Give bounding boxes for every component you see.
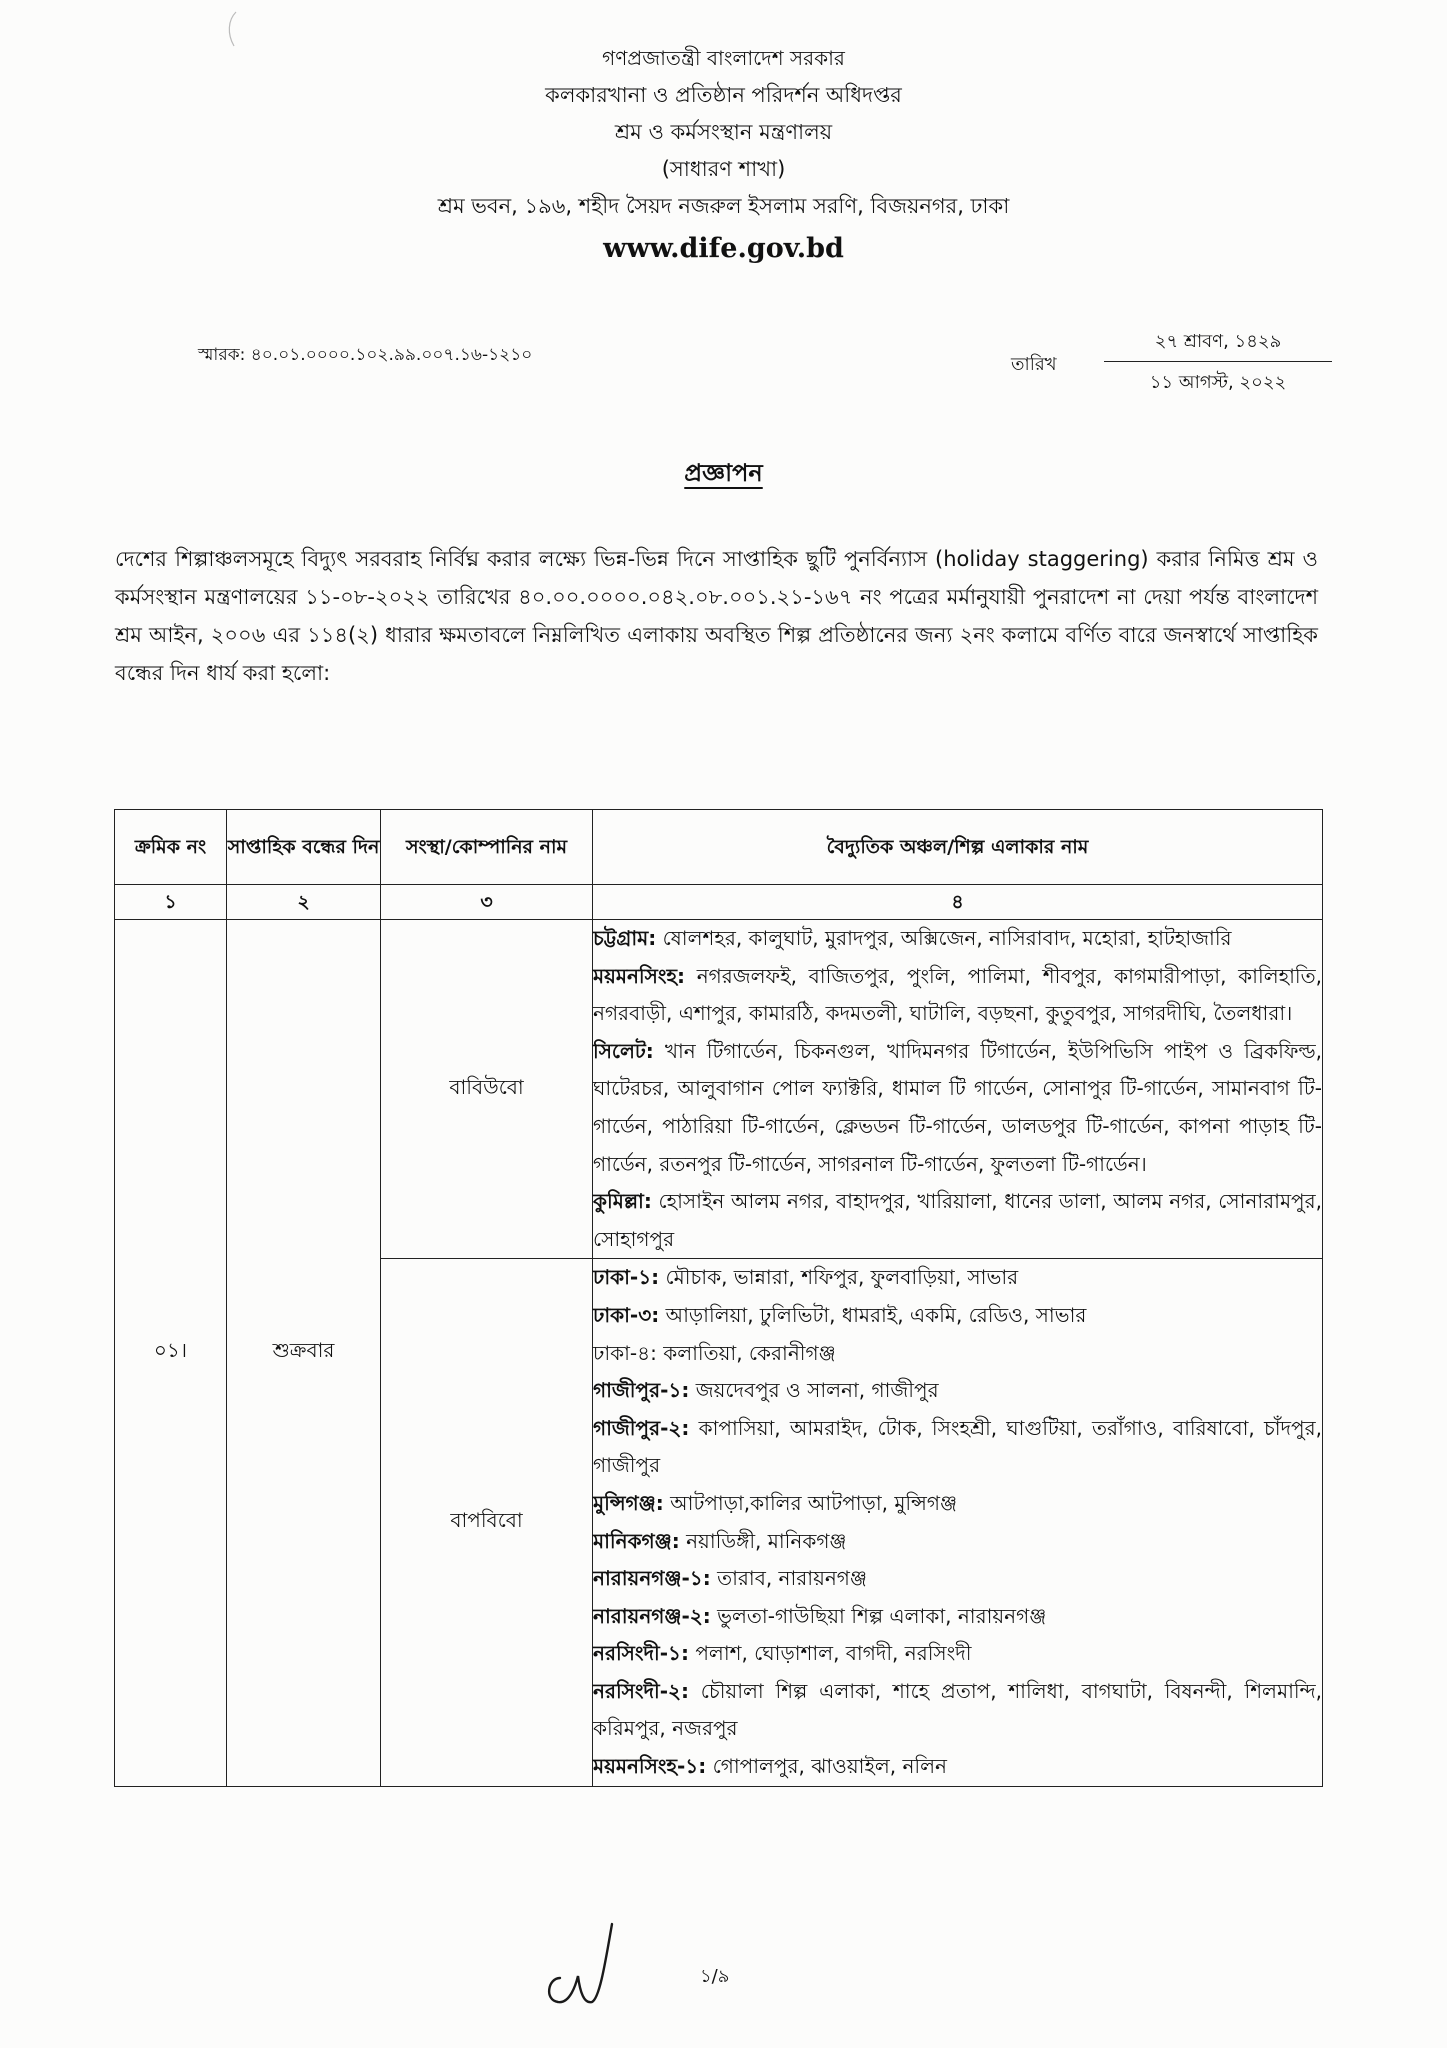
area-entry <box>593 1560 1322 1598</box>
column-number-row <box>115 885 1323 920</box>
area-region: সিলেট: <box>593 1038 654 1063</box>
header-day: সাপ্তাহিক বন্ধের দিন <box>227 810 381 885</box>
area-region: গাজীপুর-১: <box>593 1378 690 1403</box>
header-serial: ক্রমিক নং <box>115 810 227 885</box>
date-gregorian: ১১ আগস্ট, ২০২২ <box>1149 372 1287 393</box>
office-address: শ্রম ভবন, ১৯৬, শহীদ সৈয়দ নজরুল ইসলাম সরণি, বিজয়নগর, ঢাকা <box>437 194 1010 218</box>
area-places: কাপাসিয়া, আমরাইদ, টোক, সিংহশ্রী, ঘাগুটিয়া, তরাঁগাও, বারিষাবো, চাঁদপুর, গাজীপুর <box>593 1415 1322 1478</box>
ministry-name: শ্রম ও কর্মসংস্থান মন্ত্রণালয় <box>614 120 833 144</box>
column-number: ৪ <box>593 885 1323 920</box>
memo-label: স্মারক: <box>198 345 246 365</box>
signature-mark <box>530 1918 650 2008</box>
area-entry <box>593 1635 1322 1673</box>
area-region: ঢাকা-৩: <box>593 1302 660 1327</box>
area-region: নরসিংদী-১: <box>593 1641 689 1666</box>
area-places: নয়াডিঙ্গী, মানিকগঞ্জ <box>679 1528 847 1553</box>
company-cell: বাপবিবো <box>381 1259 593 1786</box>
area-region: কুমিল্লা: <box>593 1189 652 1214</box>
area-region: ঢাকা-১: <box>593 1265 660 1290</box>
document-title: প্রজ্ঞাপন <box>684 459 763 487</box>
area-region: মুন্সিগঞ্জ: <box>593 1490 664 1515</box>
holiday-table <box>114 809 1323 1787</box>
area-region: নারায়নগঞ্জ-১: <box>593 1566 711 1591</box>
column-number: ১ <box>115 885 227 920</box>
area-entry <box>593 1335 1322 1373</box>
page-number: ১/৯ <box>700 1966 730 1987</box>
area-region: নরসিংদী-২: <box>593 1678 690 1703</box>
area-entry <box>593 958 1322 1033</box>
government-name: গণপ্রজাতন্ত্রী বাংলাদেশ সরকার <box>602 46 845 70</box>
area-places: আড়ালিয়া, ঢুলিভিটা, ধামরাই, একমি, রেডিও, সাভার <box>659 1302 1087 1327</box>
website-link[interactable]: www.dife.gov.bd <box>603 233 844 264</box>
area-entry <box>593 1523 1322 1561</box>
area-places: জয়দেবপুর ও সালনা, গাজীপুর <box>689 1378 939 1403</box>
area-places: খান টিগার্ডেন, চিকনগুল, খাদিমনগর টিগার্ডেন, ইউপিভিসি পাইপ ও ব্রিকফিল্ড, ঘাটেরচর, আলুবাগান পোল ফ্যাক্টরি, ধামাল টি গার্ডেন, সোনাপুর টি-গার্ডেন, সামানবাগ টি-গার্ডেন, পাঠারিয়া টি-গার্ডেন, ক্লেভডন টি-গার্ডেন, ডালডপুর টি-গার্ডেন, কাপনা পাড়াহ টি-গার্ডেন, রতনপুর টি-গার্ডেন, সাগরনাল টি-গার্ডেন, ফুলতলা টি-গার্ডেন। <box>593 1038 1322 1176</box>
area-entry <box>593 1485 1322 1523</box>
header-company: সংস্থা/কোম্পানির নাম <box>381 810 593 885</box>
notice-body: দেশের শিল্পাঞ্চলসমূহে বিদ্যুৎ সরবরাহ নির্বিঘ্ন করার লক্ষ্যে ভিন্ন-ভিন্ন দিনে সাপ্তাহিক ছুটি পুনর্বিন্যাস (holiday staggering) করার নিমিত্ত শ্রম ও কর্মসংস্থান মন্ত্রণালয়ের ১১-০৮-২০২২ তারিখের ৪০.০০.০০০০.০৪২.০৮.০০১.২১-১৬৭ নং পত্রের মর্মানুযায়ী পুনরাদেশ না দেয়া পর্যন্ত বাংলাদেশ শ্রম আইন, ২০০৬ এর ১১৪(২) ধারার ক্ষমতাবলে নিম্নলিখিত এলাকায় অবস্থিত শিল্প প্রতিষ্ঠানের জন্য ২নং কলামে বর্ণিত বারে জনস্বার্থে সাপ্তাহিক বন্ধের দিন ধার্য করা হলো: <box>115 547 1318 685</box>
area-region: নারায়নগঞ্জ-২: <box>593 1603 711 1628</box>
area-entry <box>593 920 1322 958</box>
area-places: ঢাকা-৪: কলাতিয়া, কেরানীগঞ্জ <box>593 1340 836 1365</box>
area-region: গাজীপুর-২: <box>593 1415 690 1440</box>
area-region: ময়মনসিংহ: <box>593 963 685 988</box>
letterhead <box>0 40 1447 271</box>
area-entry <box>593 1598 1322 1636</box>
area-entry <box>593 1297 1322 1335</box>
area-entry <box>593 1673 1322 1748</box>
area-entry <box>593 1748 1322 1786</box>
area-entry <box>593 1259 1322 1297</box>
area-entry <box>593 1033 1322 1183</box>
area-places: ভুলতা-গাউছিয়া শিল্প এলাকা, নারায়নগঞ্জ <box>710 1603 1047 1628</box>
area-cell <box>593 1259 1323 1786</box>
area-places: হোসাইন আলম নগর, বাহাদপুর, খারিয়ালা, ধানের ডালা, আলম নগর, সোনারামপুর, সোহাগপুর <box>593 1189 1322 1251</box>
area-places: গোপালপুর, ঝাওয়াইল, নলিন <box>706 1754 947 1779</box>
column-number: ৩ <box>381 885 593 920</box>
department-name: কলকারখানা ও প্রতিষ্ঠান পরিদর্শন অধিদপ্তর <box>545 83 902 107</box>
area-places: আটপাড়া,কালির আটপাড়া, মুন্সিগঞ্জ <box>663 1490 958 1515</box>
area-places: তারাব, নারায়নগঞ্জ <box>710 1566 867 1591</box>
area-region: চট্টগ্রাম: <box>593 926 657 950</box>
memo-number: ৪০.০১.০০০০.১০২.৯৯.০০৭.১৬-১২১০ <box>250 345 533 365</box>
area-places: ষোলশহর, কালুঘাট, মুরাদপুর, অক্সিজেন, নাসিরাবাদ, মহোরা, হাটহাজারি <box>656 926 1232 950</box>
area-entry <box>593 1410 1322 1485</box>
area-cell <box>593 920 1323 1259</box>
header-area: বৈদ্যুতিক অঞ্চল/শিল্প এলাকার নাম <box>593 810 1323 885</box>
area-places: পলাশ, ঘোড়াশাল, বাগদী, নরসিংদী <box>689 1641 972 1666</box>
table-header-row <box>115 810 1323 885</box>
column-number: ২ <box>227 885 381 920</box>
area-region: ময়মনসিংহ-১: <box>593 1754 707 1779</box>
area-places: মৌচাক, ভান্নারা, শফিপুর, ফুলবাড়িয়া, সাভার <box>659 1265 1019 1290</box>
date-label: তারিখ <box>1011 354 1057 375</box>
table-row <box>115 920 1323 1259</box>
area-entry <box>593 1372 1322 1410</box>
area-places: চৌয়ালা শিল্প এলাকা, শাহে প্রতাপ, শালিধা, বাগঘাটা, বিষনন্দী, শিলমান্দি, করিমপুর, নজরপুর <box>593 1678 1322 1741</box>
date-bangla: ২৭ শ্রাবণ, ১৪২৯ <box>1104 323 1332 362</box>
area-region: মানিকগঞ্জ: <box>593 1528 680 1553</box>
company-cell: বাবিউবো <box>381 920 593 1259</box>
area-entry <box>593 1183 1322 1258</box>
memo-reference <box>198 342 532 370</box>
branch-name: (সাধারণ শাখা) <box>661 157 786 181</box>
serial-cell: ০১। <box>115 920 227 1787</box>
area-places: নগরজলফই, বাজিতপুর, পুংলি, পালিমা, শীবপুর, কাগমারীপাড়া, কালিহাতি, নগরবাড়ী, এশাপুর, কামারঠি, কদমতলী, ঘাটালি, বড়ছনা, কুতুবপুর, সাগরদীঘি, তৈলধারা। <box>593 963 1322 1026</box>
day-cell: শুক্রবার <box>227 920 381 1787</box>
date-block <box>1104 323 1332 404</box>
